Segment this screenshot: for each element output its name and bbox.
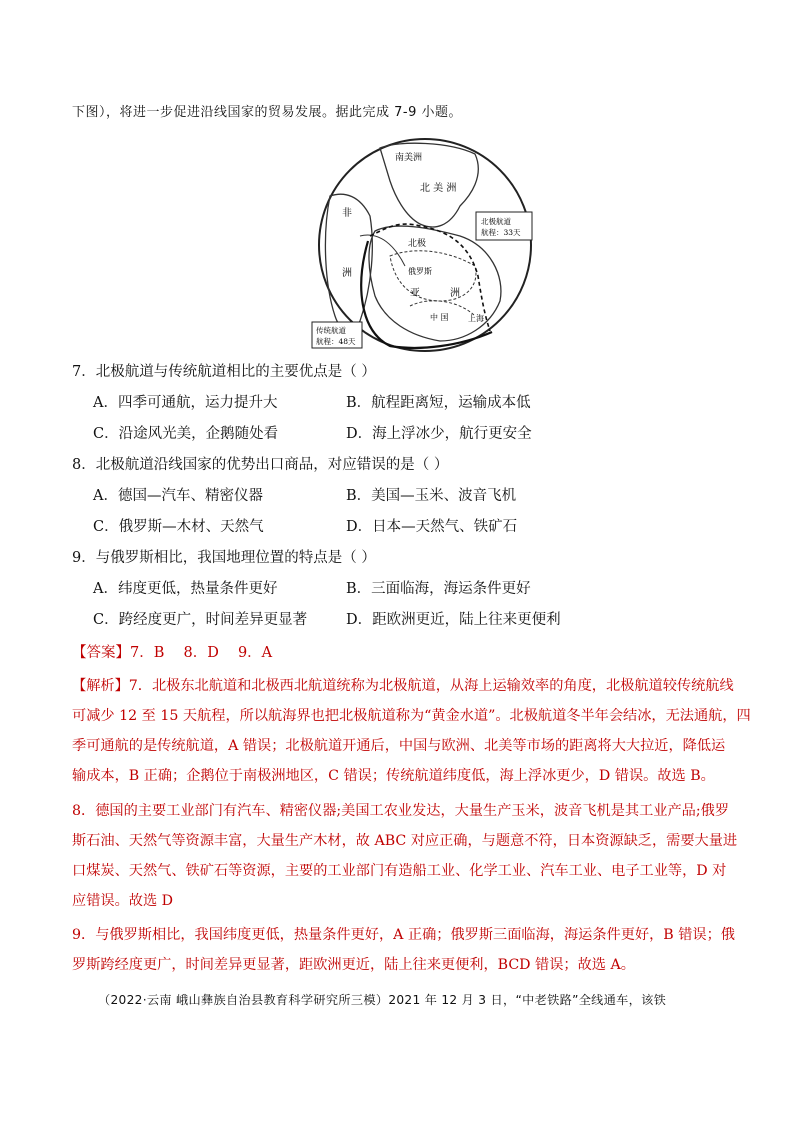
- question-9-option-a: A．纬度更低，热量条件更好: [93, 581, 278, 597]
- traditional-box-line1: 传统航道: [316, 326, 346, 335]
- label-asia-2: 洲: [450, 288, 460, 299]
- question-9-option-b: B．三面临海，海运条件更好: [346, 581, 531, 597]
- question-9-option-c: C．跨经度更广，时间差异更显著: [93, 612, 308, 628]
- analysis-line: 应错误。故选 D: [72, 893, 174, 909]
- analysis-line: 8．德国的主要工业部门有汽车、精密仪器;美国工农业发达，大量生产玉米，波音飞机是其工业产品;俄罗: [72, 803, 730, 819]
- question-8-option-a: A．德国—汽车、精密仪器: [93, 488, 263, 504]
- analysis-line: 罗斯跨经度更广，时间差异更显著，距欧洲更近，陆上往来更便利，BCD 错误；故选 A。: [72, 957, 635, 973]
- question-9-option-d: D．距欧洲更近，陆上往来更便利: [346, 612, 561, 628]
- question-9-stem: 9．与俄罗斯相比，我国地理位置的特点是（ ）: [72, 550, 376, 566]
- analysis-line: 【解析】7．北极东北航道和北极西北航道统称为北极航道，从海上运输效率的角度，北极航道较传统航线: [72, 678, 734, 694]
- answer-line: 【答案】7．B 8．D 9．A: [72, 645, 273, 661]
- label-russia: 俄罗斯: [408, 267, 432, 276]
- analysis-line: 9．与俄罗斯相比，我国纬度更低，热量条件更好，A 正确；俄罗斯三面临海，海运条件更好，B 错误；俄: [72, 927, 735, 943]
- analysis-line: 输成本，B 正确；企鹅位于南极洲地区，C 错误；传统航道纬度低，海上浮冰更少，D 错误。故选 B。: [72, 768, 715, 784]
- intro-text: 下图），将进一步促进沿线国家的贸易发展。据此完成 7-9 小题。: [72, 105, 462, 120]
- question-8-option-d: D．日本—天然气、铁矿石: [346, 519, 518, 535]
- label-shanghai: 上海: [468, 314, 484, 323]
- label-north-america: 北 美 洲: [420, 183, 457, 194]
- analysis-line: 斯石油、天然气等资源丰富，大量生产木材，故 ABC 对应正确，与题意不符，日本资源缺乏，需要大量进: [72, 833, 738, 849]
- analysis-line: 口煤炭、天然气、铁矿石等资源，主要的工业部门有造船工业、化学工业、汽车工业、电子工业等，D 对: [72, 863, 727, 879]
- question-8-option-c: C．俄罗斯—木材、天然气: [93, 519, 264, 535]
- arctic-box-line2: 航程：33天: [481, 228, 521, 237]
- label-africa-top: 非: [342, 208, 352, 219]
- label-antarctica: 南美洲: [395, 153, 423, 163]
- question-7-stem: 7．北极航道与传统航道相比的主要优点是（ ）: [72, 364, 376, 380]
- label-north-pole: 北极: [408, 239, 427, 249]
- traditional-box-line2: 航程：48天: [316, 337, 356, 346]
- question-7-option-b: B．航程距离短，运输成本低: [346, 395, 531, 411]
- label-asia-1: 亚: [410, 288, 420, 299]
- analysis-line: 季可通航的是传统航道，A 错误；北极航道开通后，中国与欧洲、北美等市场的距离将大大拉近，降低运: [72, 738, 726, 754]
- label-china: 中 国: [430, 313, 449, 322]
- question-7-option-d: D．海上浮冰少，航行更安全: [346, 426, 532, 442]
- label-africa-bottom: 洲: [342, 268, 352, 279]
- analysis-line: 可减少 12 至 15 天航程，所以航海界也把北极航道称为“黄金水道”。北极航道冬半年会结冰，无法通航，四: [72, 708, 751, 724]
- arctic-route-map: [300, 136, 550, 354]
- arctic-box-line1: 北极航道: [481, 217, 511, 226]
- question-7-option-a: A．四季可通航，运力提升大: [93, 395, 278, 411]
- question-8-stem: 8．北极航道沿线国家的优势出口商品，对应错误的是（ ）: [72, 457, 449, 473]
- question-8-option-b: B．美国—玉米、波音飞机: [346, 488, 517, 504]
- question-7-option-c: C．沿途风光美，企鹅随处看: [93, 426, 279, 442]
- source-line: （2022·云南 峨山彝族自治县教育科学研究所三模）2021 年 12 月 3 日，“中老铁路”全线通车，该铁: [98, 993, 667, 1007]
